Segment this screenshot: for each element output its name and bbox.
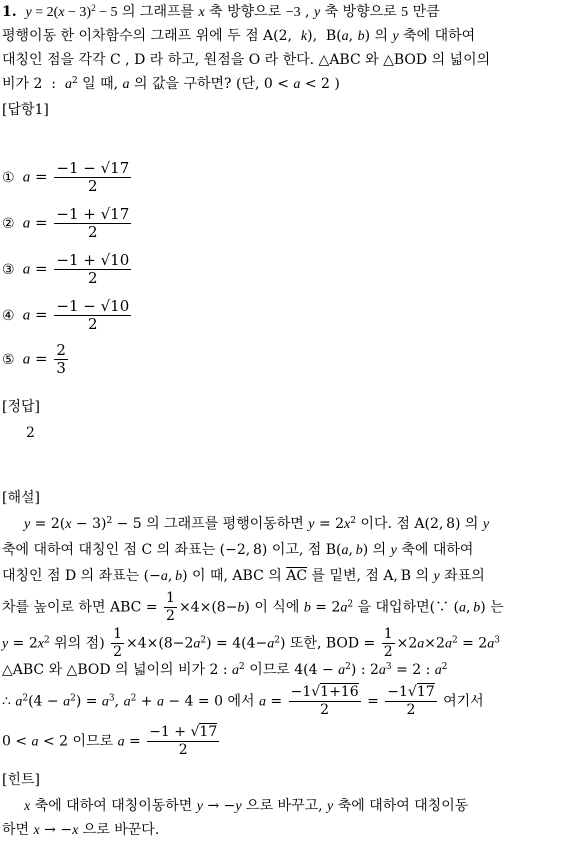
hint-line-1: x 축에 대하여 대칭이동하면 y → −y 으로 바꾸고, y 축에 대하여 대칭이동 — [24, 798, 469, 814]
hint-line-2: 하면 x → −x 으로 바꾼다. — [2, 822, 160, 838]
option-5-numerator: 2 — [56, 341, 66, 359]
option-2-denominator: 2 — [88, 223, 98, 241]
option-5-fraction — [54, 342, 68, 377]
solution-line-2: 축에 대하여 대칭인 점 C 의 좌표는 (−2, 8) 이고, 점 B(a, b) 의 y 축에 대하여 — [2, 542, 474, 558]
option-2[interactable]: ② a = $\frac{-1 + √17}{2}$ — [2, 205, 130, 241]
option-2-numerator: −1 + √17 — [56, 205, 130, 223]
option-2-fraction — [54, 206, 131, 241]
option-3[interactable]: ③ a = $\frac{-1 + √10}{2}$ — [2, 251, 130, 287]
solution-line-6: △ABC 와 △BOD 의 넓이의 비가 2 : $a^2$ 이므로 $4(4 - a^2)$ : $2a^3 = 2$ : $a^2$ — [2, 662, 448, 678]
option-4-numerator: −1 − √10 — [56, 297, 130, 315]
solution-line-4: 차를 높이로 하면 ABC = $\frac{1}{2}$ ×4×(8−b) 이 식에 $b = 2a^2$ 을 대입하면(∵ (a, b) 는 — [2, 590, 504, 624]
problem-line-3: 대칭인 점을 각각 C , D 라 하고, 원점을 O 라 한다. △ABC 와 △BOD 의 넓이의 — [2, 52, 491, 68]
correct-value: 2 — [26, 425, 35, 441]
option-5-denominator: 3 — [56, 359, 66, 377]
option-5-mark: ⑤ — [2, 351, 15, 368]
option-2-mark: ② — [2, 215, 15, 232]
option-1-numerator: −1 − √17 — [56, 159, 130, 177]
problem-line-1: 1. $y = 2(x - 3)^2 - 5$ 의 그래프를 x 축 방향으로 −3 , y 축 방향으로 5 만큼 — [2, 3, 440, 20]
option-1-fraction — [54, 160, 131, 195]
option-4[interactable]: ④ a = $\frac{-1 - √10}{2}$ — [2, 297, 130, 333]
option-1-denominator: 2 — [88, 177, 98, 195]
option-1-mark: ① — [2, 169, 15, 186]
option-4-fraction — [54, 298, 131, 333]
option-3-fraction — [54, 252, 131, 287]
option-5[interactable]: ⑤ a = $\frac{2}{3}$ — [2, 341, 66, 377]
solution-line-7: ∴ $a^2(4 - a^2) = a^3$, $a^2 + a - 4 = 0$ 에서 a = $\frac{-1√1+16}{2}$ = $\frac{-1√17}{2}$ 여기서 — [2, 684, 484, 718]
problem-line-4: 비가 2 : $a^2$ 일 때, a 의 값을 구하면? (단, 0 < a < 2 ) — [2, 76, 340, 92]
answer-header: [답항1] — [2, 102, 49, 118]
option-4-denominator: 2 — [88, 315, 98, 333]
option-1[interactable]: ① a = $\frac{-1 - √17}{2}$ — [2, 159, 130, 195]
problem-line-2: 평행이동 한 이차함수의 그래프 위에 두 점 A(2, k), B(a, b) 의 y 축에 대하여 — [2, 28, 476, 44]
solution-line-1: $y = 2(x - 3)^2 - 5$ 의 그래프를 평행이동하면 $y = 2x^2$ 이다. 점 A(2, 8) 의 y — [24, 516, 490, 532]
correct-header: [정답] — [2, 399, 40, 415]
option-4-mark: ④ — [2, 307, 15, 324]
option-3-numerator: −1 + √10 — [56, 251, 130, 269]
solution-line-8: 0 < a < 2 이므로 a = $\frac{-1 + √17}{2}$ — [2, 724, 218, 758]
solution-line-3: 대칭인 점 D 의 좌표는 (−a, b) 이 때, ABC 의 $\overline{AC}$ 를 밑변, 점 A, B 의 y 좌표의 — [2, 568, 485, 584]
option-3-mark: ③ — [2, 261, 15, 278]
option-3-denominator: 2 — [88, 269, 98, 287]
problem-number: 1. — [2, 4, 17, 20]
solution-header: [해설] — [2, 490, 40, 506]
solution-line-5: $y = 2x^2$ 위의 점) $\frac{1}{2}$ $\times 4\times(8-2a^2) = 4(4-a^2)$ 또한, BOD = $\frac{1}{2}$ $\times 2a\times 2a^2 = 2a^3$ — [2, 626, 500, 660]
hint-header: [힌트] — [2, 772, 40, 788]
